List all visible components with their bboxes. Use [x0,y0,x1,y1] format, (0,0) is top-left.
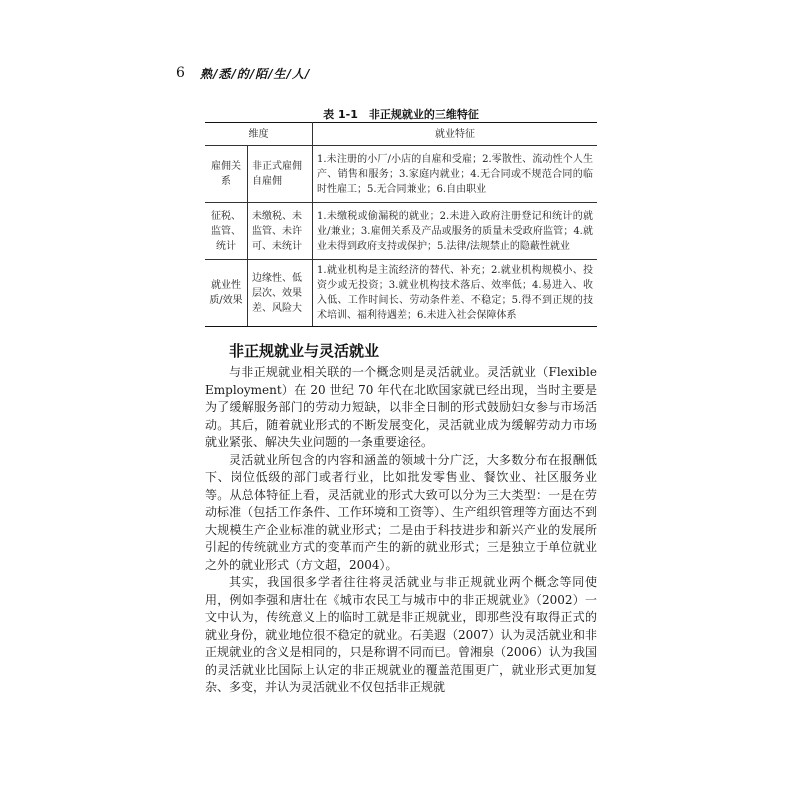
row-dimension: 雇佣关系 [205,146,248,203]
row-features: 1.就业机构是主流经济的替代、补充；2.就业机构规模小、投资少或无投资；3.就业机构技术落后、效率低；4.易进入、收入低、工作时间长、劳动条件差、不稳定；5.得不到正规的技术培训、福利待遇差；6.未进入社会保障体系 [313,260,598,327]
table-row [205,260,597,327]
table-header-row [205,123,597,146]
body-text [205,364,597,697]
row-subdimension: 边缘性、低层次、效果差、风险大 [248,260,313,327]
page-header [176,64,616,84]
feature-table [205,122,597,327]
row-dimension: 征税、监管、统计 [205,203,248,260]
row-features: 1.未注册的小厂/小店的自雇和受雇；2.零散性、流动性个人生产、销售和服务；3.家庭内就业；4.无合同或不规范合同的临时性雇工；5.无合同兼业；6.自由职业 [313,146,598,203]
table-row [205,203,597,260]
page-number: 6 [176,65,185,81]
table-header-dimension: 维度 [205,123,313,146]
row-subdimension: 未缴税、未监管、未许可、未统计 [248,203,313,260]
row-dimension: 就业性质/效果 [205,260,248,327]
table-caption: 表 1-1 非正规就业的三维特征 [323,108,479,121]
paragraph: 与非正规就业相关联的一个概念则是灵活就业。灵活就业（Flexible Employment）在 20 世纪 70 年代在北欧国家就已经出现，当时主要是为了缓解服务部门的劳动力短缺，以非全日制的形式鼓励妇女参与市场活动。其后，随着就业形式的不断发展变化，灵活就业成为缓解劳动力市场就业紧张、解决失业问题的一条重要途径。 [205,365,597,449]
row-subdimension: 非正式雇佣自雇佣 [248,146,313,203]
table-row [205,146,597,203]
section-heading: 非正规就业与灵活就业 [229,342,380,360]
running-title: 熟/悉/的/陌/生/人/ [200,67,311,81]
paragraph: 灵活就业所包含的内容和涵盖的领域十分广泛，大多数分布在报酬低下、岗位低级的部门或者行业，比如批发零售业、餐饮业、社区服务业等。从总体特征上看，灵活就业的形式大致可以分为三大类型：一是在劳动标准（包括工作条件、工作环境和工资等）、生产组织管理等方面达不到大规模生产企业标准的就业形式；二是由于科技进步和新兴产业的发展所引起的传统就业方式的变革而产生的新的就业形式；三是独立于单位就业之外的就业形式（方文超，2004）。 [205,452,597,572]
row-features: 1.未缴税或偷漏税的就业；2.未进入政府注册登记和统计的就业/兼业；3.雇佣关系及产品或服务的质量未受政府监管；4.就业未得到政府支持或保护；5.法律/法规禁止的隐蔽性就业 [313,203,598,260]
table-header-features: 就业特征 [313,123,598,146]
paragraph: 其实，我国很多学者往往将灵活就业与非正规就业两个概念等同使用，例如李强和唐壮在《城市农民工与城市中的非正规就业》（2002）一文中认为，传统意义上的临时工就是非正规就业，即那些没有取得正式的就业身份，就业地位很不稳定的就业。石美遐（2007）认为灵活就业和非正规就业的含义是相同的，只是称谓不同而已。曾湘泉（2006）认为我国的灵活就业比国际上认定的非正规就业的覆盖范围更广，就业形式更加复杂、多变，并认为灵活就业不仅包括非正规就 [205,575,597,694]
